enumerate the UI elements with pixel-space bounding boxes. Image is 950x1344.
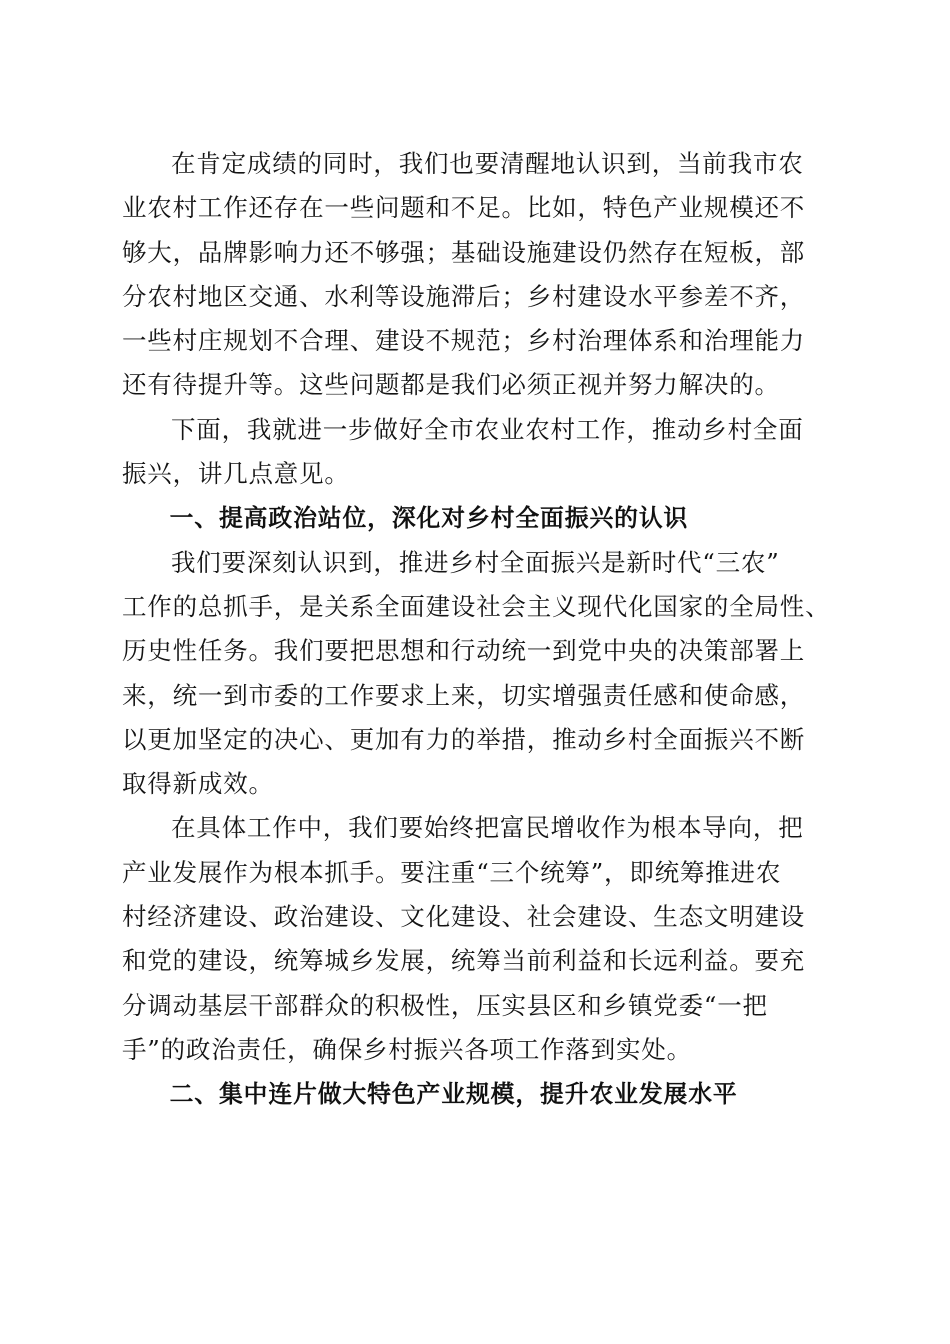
paragraph-line: 还有待提升等。这些问题都是我们必须正视并努力解决的。	[122, 370, 780, 400]
paragraph-problems	[122, 142, 842, 408]
paragraph-line: 我们要深刻认识到，推进乡村全面振兴是新时代“三农”	[171, 547, 780, 577]
paragraph-line: 分农村地区交通、水利等设施滞后；乡村建设水平参差不齐，	[122, 281, 806, 311]
paragraph-line: 够大，品牌影响力还不够强；基础设施建设仍然存在短板，部	[122, 237, 806, 267]
paragraph-line: 村经济建设、政治建设、文化建设、社会建设、生态文明建设	[122, 902, 806, 932]
paragraph-line: 业农村工作还存在一些问题和不足。比如，特色产业规模还不	[122, 193, 806, 223]
paragraph-line: 振兴，讲几点意见。	[122, 459, 350, 489]
paragraph-line: 和党的建设，统筹城乡发展，统筹当前利益和长远利益。要充	[122, 946, 806, 976]
paragraph-line: 下面，我就进一步做好全市农业农村工作，推动乡村全面	[171, 414, 804, 444]
section-heading-1: 一、提高政治站位，深化对乡村全面振兴的认识	[169, 504, 689, 533]
paragraph-line: 取得新成效。	[122, 769, 274, 799]
paragraph-line: 在肯定成绩的同时，我们也要清醒地认识到，当前我市农	[171, 149, 804, 178]
paragraph-line: 以更加坚定的决心、更加有力的举措，推动乡村全面振兴不断	[122, 724, 806, 754]
section-heading-2: 二、集中连片做大特色产业规模，提升农业发展水平	[169, 1080, 738, 1109]
paragraph-work	[122, 806, 842, 1072]
paragraph-line: 产业发展作为根本抓手。要注重“三个统筹”，即统筹推进农	[122, 857, 782, 887]
paragraph-understanding	[122, 541, 842, 807]
paragraph-line: 一些村庄规划不合理、建设不规范；乡村治理体系和治理能力	[122, 326, 806, 356]
paragraph-line: 分调动基层干部群众的积极性，压实县区和乡镇党委“一把	[122, 990, 768, 1020]
document-body	[122, 142, 842, 1117]
paragraph-line: 历史性任务。我们要把思想和行动统一到党中央的决策部署上	[122, 636, 806, 666]
paragraph-line: 来，统一到市委的工作要求上来，切实增强责任感和使命感，	[122, 680, 806, 710]
paragraph-line: 工作的总抓手，是关系全面建设社会主义现代化国家的全局性、	[122, 591, 831, 621]
paragraph-intro	[122, 408, 842, 497]
paragraph-line: 手”的政治责任，确保乡村振兴各项工作落到实处。	[122, 1034, 692, 1064]
paragraph-line: 在具体工作中，我们要始终把富民增收作为根本导向，把	[171, 813, 804, 843]
